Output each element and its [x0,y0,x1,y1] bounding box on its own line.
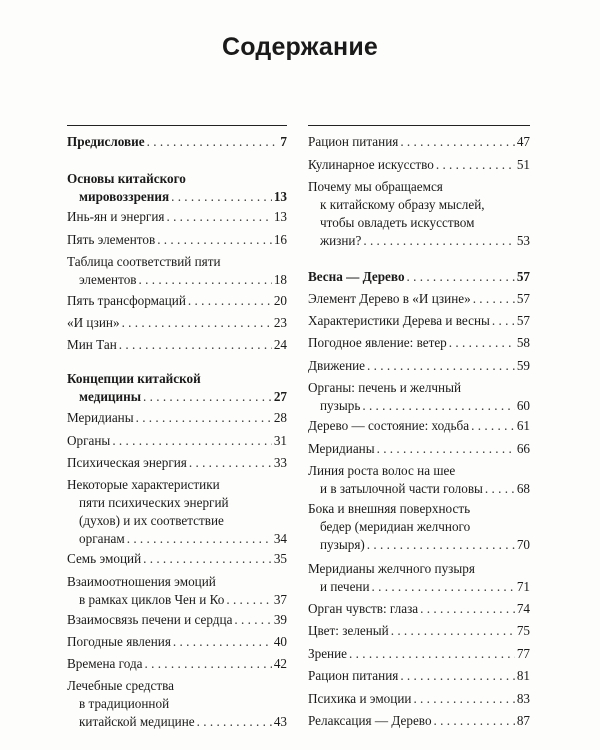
dot-leader [400,133,514,151]
toc-entry-title: и в затылочной части головы [320,481,483,496]
toc-entry[interactable] [67,409,287,427]
dot-leader [147,133,279,151]
toc-page-number: 58 [516,335,530,350]
toc-entry-title: Характеристики Дерева и весны [308,313,490,328]
dot-leader [436,156,515,174]
dot-leader [119,336,272,354]
toc-entry[interactable] [67,633,287,651]
toc-entry-title: Взаимосвязь печени и сердца [67,612,233,627]
toc-entry[interactable] [67,432,287,450]
toc-entry[interactable] [308,645,530,663]
toc-entry-title: медицины [79,389,142,404]
toc-entry-title: Почему мы обращаемся [308,179,443,194]
toc-entry[interactable] [308,712,530,730]
toc-page-number: 42 [273,656,287,671]
toc-page-number: 87 [516,713,530,728]
toc-page-number: 35 [273,551,287,566]
toc-page-number: 43 [273,714,287,729]
toc-entry-title: в рамках циклов Чен и Ко [79,592,225,607]
toc-entry[interactable] [67,677,287,731]
toc-entry-title: Мин Тан [67,337,117,352]
toc-entry[interactable] [67,336,287,354]
toc-entry-title: Меридианы [67,410,134,425]
toc-page-number: 71 [516,579,530,594]
toc-page-number: 24 [273,337,287,352]
dot-leader [143,550,272,568]
toc-page-number: 23 [273,315,287,330]
dot-leader [391,622,515,640]
toc-entry-title: «И цзин» [67,315,120,330]
dot-leader [377,440,515,458]
toc-entry-title: Дерево — состояние: ходьба [308,418,470,433]
toc-entry-title: к китайскому образу мыслей, [320,197,485,212]
toc-entry[interactable] [308,622,530,640]
toc-entry[interactable] [67,454,287,472]
toc-entry-title: Рацион питания [308,134,399,149]
dot-leader [136,409,272,427]
dot-leader [145,655,272,673]
toc-page-number: 16 [273,232,287,247]
dot-leader [471,417,515,435]
dot-leader [171,188,272,206]
dot-leader [173,633,272,651]
toc-page-number: 28 [273,410,287,425]
toc-entry[interactable] [308,357,530,375]
toc-page-number: 57 [516,269,530,284]
toc-entry[interactable] [308,290,530,308]
toc-page-number: 39 [273,612,287,627]
toc-page-number: 13 [273,189,287,204]
toc-page-number: 13 [273,209,287,224]
toc-entry-title: пузыря) [320,537,365,552]
toc-entry-title: Погодное явление: ветер [308,335,447,350]
dot-leader [197,713,272,731]
toc-entry-title: Элемент Дерево в «И цзине» [308,291,471,306]
toc-page-number: 60 [516,398,530,413]
dot-leader [434,712,515,730]
toc-entry-title: Предисловие [67,134,145,149]
toc-entry-title: Весна — Дерево [308,269,405,284]
dot-leader [449,334,515,352]
toc-page-number: 37 [273,592,287,607]
toc-entry-title: Релаксация — Дерево [308,713,432,728]
toc-entry[interactable] [308,667,530,685]
left-column-rule [67,125,287,126]
dot-leader [407,268,515,286]
toc-entry[interactable] [67,314,287,332]
dot-leader [127,530,272,548]
dot-leader [367,357,515,375]
toc-entry[interactable] [67,292,287,310]
toc-entry-title: Органы: печень и желчный [308,380,462,395]
toc-page-number: 61 [516,418,530,433]
toc-entry[interactable] [308,334,530,352]
toc-entry-title: Линия роста волос на шее [308,463,456,478]
toc-page-number: 57 [516,291,530,306]
page-title: Содержание [221,33,379,61]
toc-entry[interactable] [67,370,287,406]
dot-leader [400,667,514,685]
toc-page-number: 59 [516,358,530,373]
toc-entry[interactable] [308,560,530,596]
toc-page-number: 20 [273,293,287,308]
dot-leader [139,271,272,289]
toc-page-number: 51 [516,157,530,172]
toc-entry-title: Пять элементов [67,232,156,247]
toc-entry[interactable] [308,462,530,498]
toc-entry[interactable] [308,440,530,458]
toc-entry-title: Кулинарное искусство [308,157,434,172]
toc-entry-title: в традиционной [79,696,170,711]
dot-leader [485,480,515,498]
dot-leader [363,232,514,250]
toc-entry-title: Таблица соответствий пяти [67,254,221,269]
toc-entry[interactable] [67,231,287,249]
dot-leader [188,292,272,310]
toc-entry-title: бедер (меридиан желчного [320,519,471,534]
dot-leader [473,290,515,308]
toc-entry[interactable] [67,573,287,609]
toc-entry-title: Лечебные средства [67,678,174,693]
dot-leader [362,397,514,415]
toc-entry-title: пузырь [320,398,361,413]
toc-page-number: 53 [516,233,530,248]
dot-leader [166,208,271,226]
toc-entry-title: Семь эмоций [67,551,142,566]
toc-entry[interactable] [308,600,530,618]
right-column-rule [308,125,530,126]
dot-leader [157,231,272,249]
toc-page-number: 34 [273,531,287,546]
toc-page-number: 40 [273,634,287,649]
dot-leader [372,578,515,596]
toc-page-number: 83 [516,691,530,706]
dot-leader [349,645,515,663]
toc-entry[interactable] [67,611,287,629]
toc-entry[interactable] [308,178,530,250]
toc-entry[interactable] [308,379,530,415]
toc-entry[interactable] [308,312,530,330]
toc-entry-title: мировоззрения [79,189,170,204]
toc-entry[interactable] [308,268,530,286]
toc-page-number: 81 [516,668,530,683]
dot-leader [122,314,272,332]
toc-entry-title: Взаимоотношения эмоций [67,574,216,589]
toc-page-number: 47 [516,134,530,149]
toc-page-number: 68 [516,481,530,496]
toc-page-number: 33 [273,455,287,470]
toc-entry-title: Психика и эмоции [308,691,412,706]
toc-entry-title: Рацион питания [308,668,399,683]
toc-entry-title: Времена года [67,656,143,671]
toc-page-number: 70 [516,537,530,552]
toc-entry-title: Пять трансформаций [67,293,186,308]
toc-entry-title: элементов [79,272,137,287]
toc-entry-title: Психическая энергия [67,455,187,470]
toc-entry[interactable] [67,208,287,226]
toc-entry-title: чтобы овладеть искусством [320,215,475,230]
toc-entry-title: пяти психических энергий [79,495,229,510]
toc-entry[interactable] [308,500,530,554]
toc-entry-title: Бока и внешняя поверхность [308,501,471,516]
toc-entry-title: китайской медицине [79,714,195,729]
toc-page-number: 18 [273,272,287,287]
toc-entry[interactable] [67,253,287,289]
dot-leader [234,611,271,629]
toc-entry-title: Погодные явления [67,634,171,649]
toc-page-number: 74 [516,601,530,616]
dot-leader [226,591,271,609]
toc-entry-title: Движение [308,358,366,373]
toc-entry-title: (духов) и их соответствие [79,513,224,528]
toc-entry[interactable] [308,133,530,151]
dot-leader [420,600,515,618]
toc-entry-title: Орган чувств: глаза [308,601,419,616]
dot-leader [492,312,515,330]
toc-entry[interactable] [67,170,287,206]
toc-page-number: 31 [273,433,287,448]
dot-leader [413,690,514,708]
toc-page-number: 77 [516,646,530,661]
toc-entry-title: Основы китайского [67,171,186,186]
toc-entry[interactable] [308,690,530,708]
toc-entry-title: и печени [320,579,370,594]
toc-entry-title: органам [79,531,125,546]
toc-entry-title: Меридианы желчного пузыря [308,561,475,576]
toc-page-number: 75 [516,623,530,638]
toc-entry-title: Инь-ян и энергия [67,209,165,224]
toc-page-number: 66 [516,441,530,456]
toc-page-number: 7 [280,134,287,149]
toc-entry[interactable] [67,476,287,548]
toc-entry-title: Меридианы [308,441,375,456]
toc-entry-title: Зрение [308,646,348,661]
toc-entry-title: Цвет: зеленый [308,623,389,638]
toc-entry[interactable] [67,550,287,568]
dot-leader [367,536,515,554]
toc-entry-title: Концепции китайской [67,371,201,386]
toc-entry[interactable] [67,133,287,151]
dot-leader [189,454,272,472]
toc-entry[interactable] [67,655,287,673]
dot-leader [112,432,272,450]
toc-page-number: 27 [273,389,287,404]
toc-page-number: 57 [516,313,530,328]
toc-entry-title: Некоторые характеристики [67,477,220,492]
toc-entry-title: Органы [67,433,111,448]
toc-entry-title: жизни? [320,233,362,248]
toc-entry[interactable] [308,417,530,435]
dot-leader [143,388,272,406]
toc-entry[interactable] [308,156,530,174]
